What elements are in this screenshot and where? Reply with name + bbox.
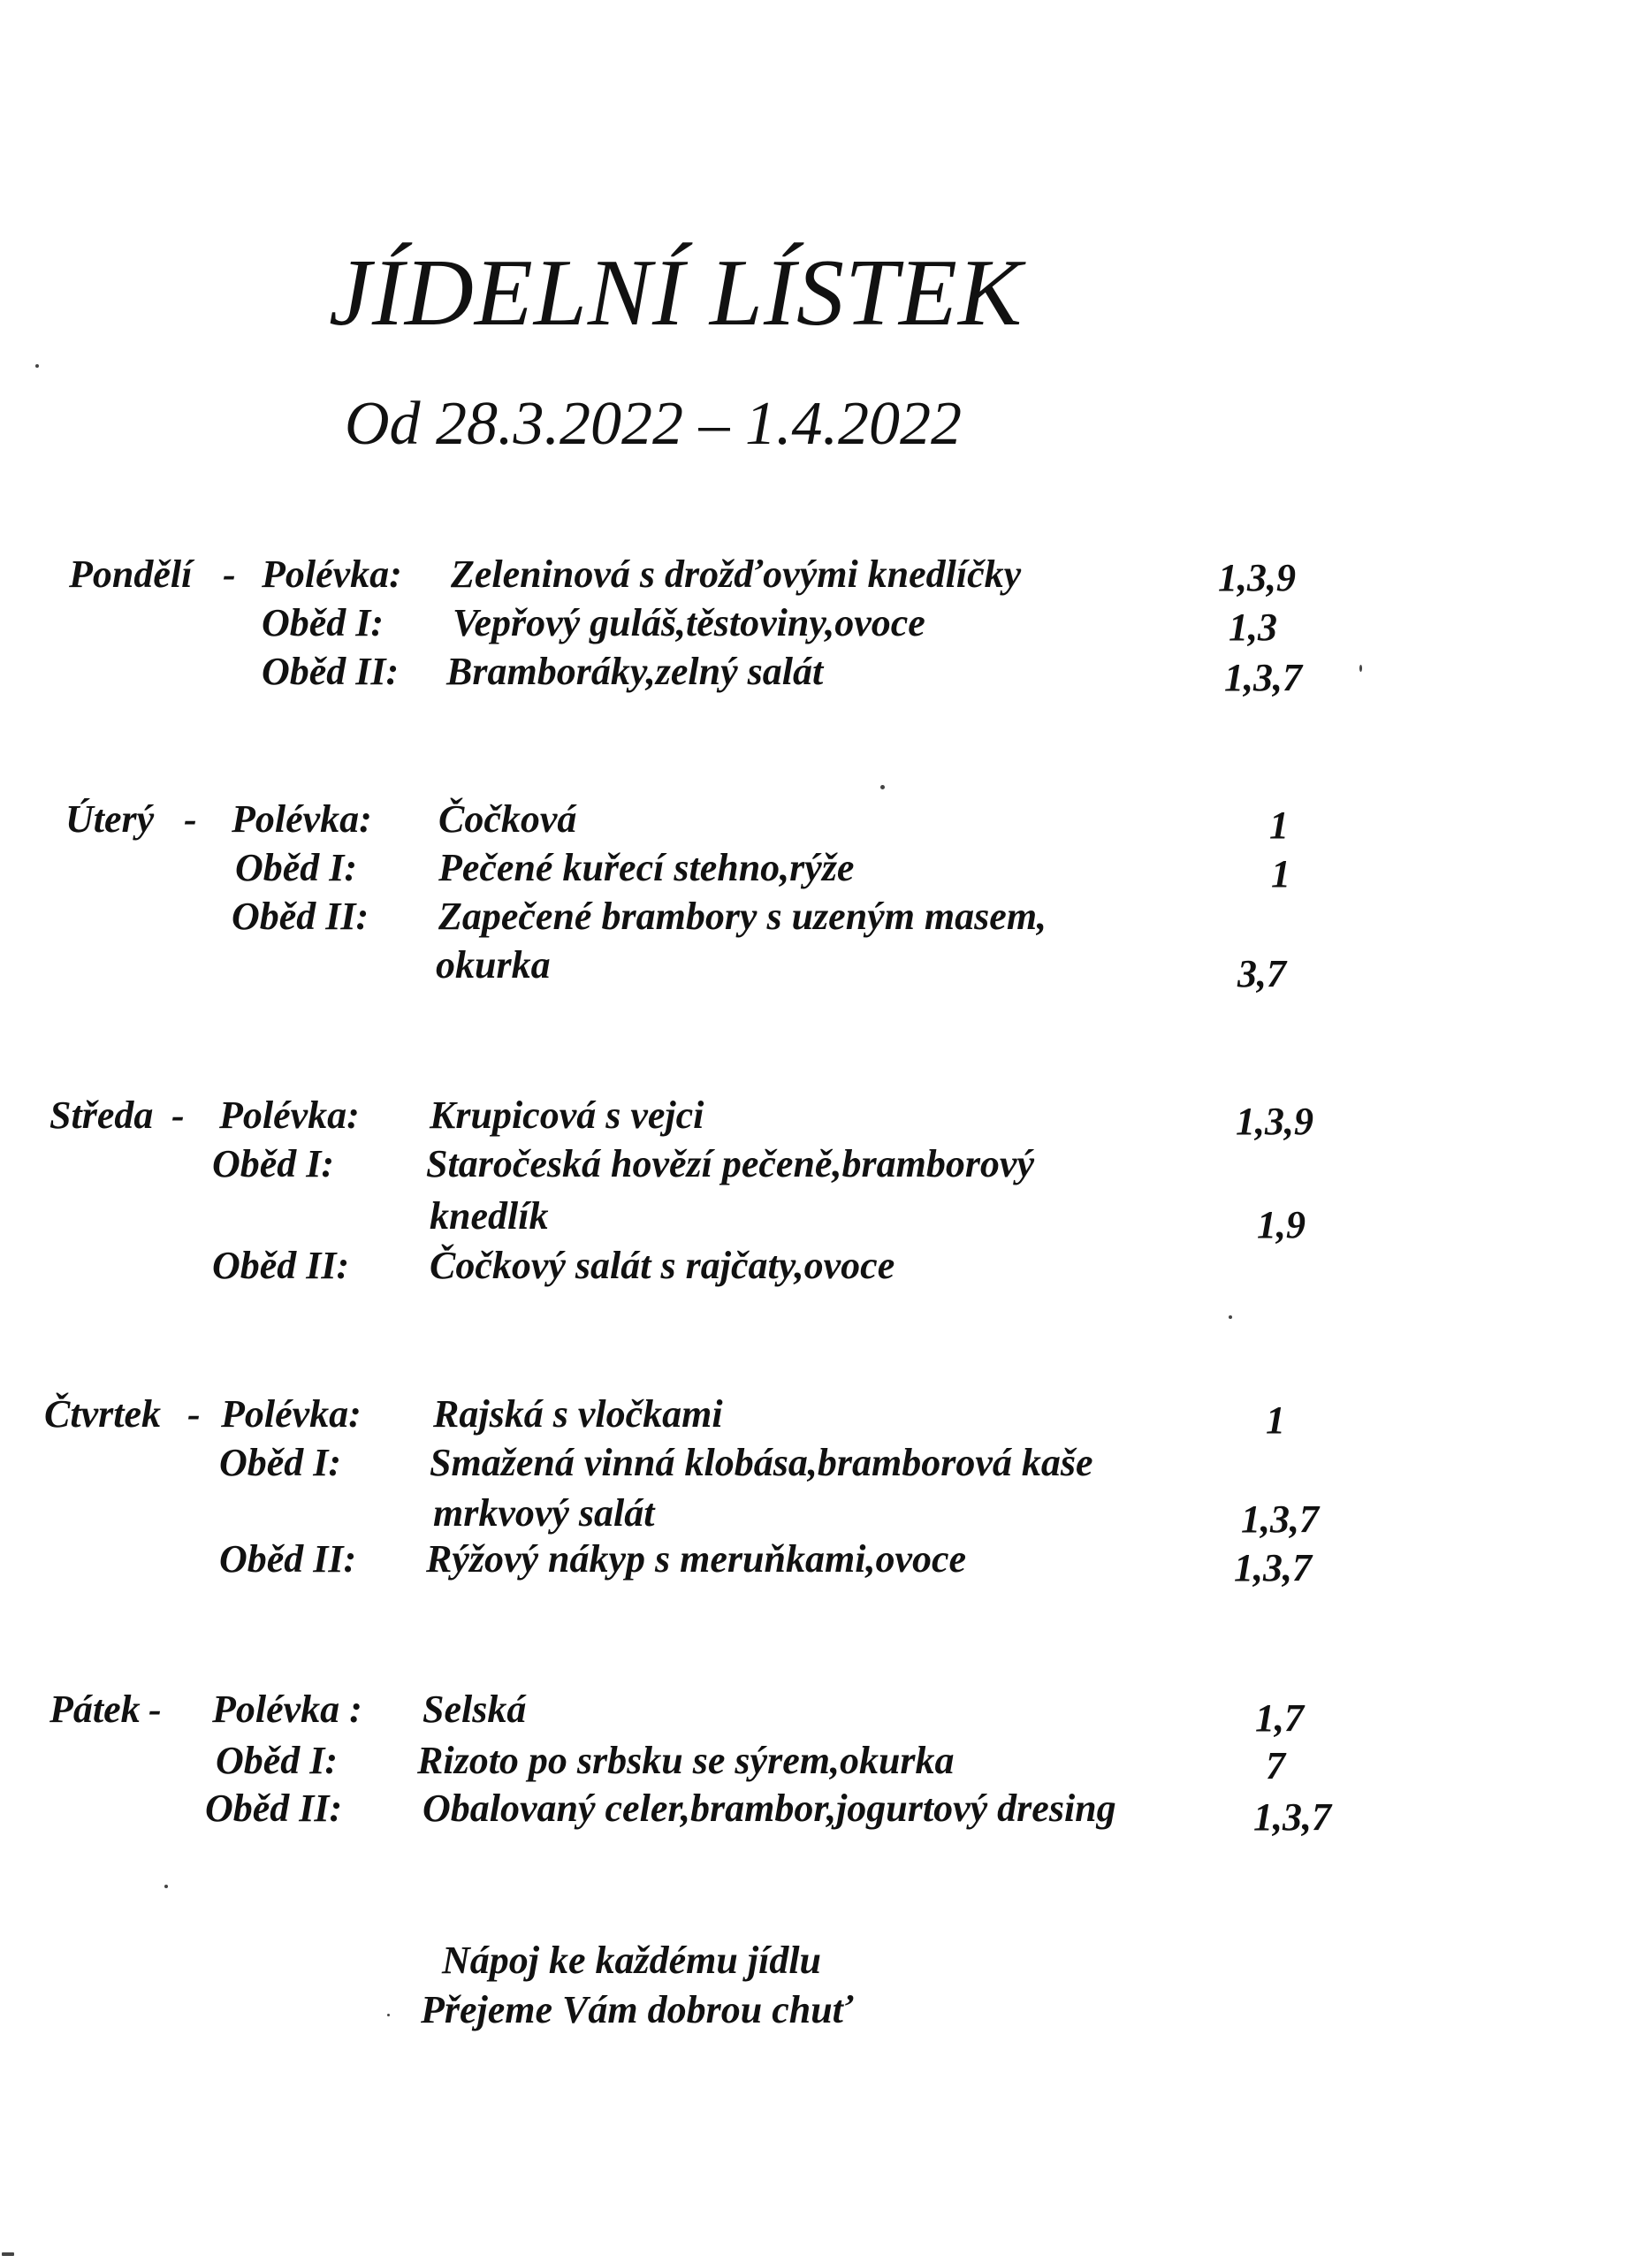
day-dash: -: [148, 1688, 162, 1731]
dish-name: Pečené kuřecí stehno,rýže: [438, 846, 855, 889]
dish-name-continued: okurka: [436, 943, 551, 987]
course-label: Polévka :: [212, 1688, 362, 1731]
dish-name: Čočkový salát s rajčaty,ovoce: [430, 1244, 895, 1287]
dish-name-continued: mrkvový salát: [433, 1491, 655, 1535]
day-dash: -: [184, 797, 197, 841]
dish-name: Smažená vinná klobása,bramborová kaše: [430, 1441, 1093, 1484]
dish-name: Rýžový nákyp s meruňkami,ovoce: [426, 1537, 967, 1581]
allergen-codes: 7: [1266, 1744, 1285, 1787]
dish-name: Zeleninová s drožďovými knedlíčky: [451, 552, 1022, 596]
allergen-codes: 3,7: [1237, 952, 1286, 995]
allergen-codes: 1,3: [1229, 606, 1277, 649]
dish-name: Bramboráky,zelný salát: [446, 650, 824, 693]
course-label: Polévka:: [262, 552, 402, 596]
day-name: Pondělí: [69, 552, 193, 596]
allergen-codes: 1,3,7: [1253, 1795, 1331, 1839]
scan-speck: [35, 364, 39, 368]
footer-drink-note: Nápoj ke každému jídlu: [442, 1939, 822, 1982]
day-name: Čtvrtek: [44, 1392, 161, 1436]
course-label: Oběd II:: [212, 1244, 350, 1287]
course-label: Oběd II:: [219, 1537, 357, 1581]
scan-speck: [1229, 1315, 1232, 1319]
dish-name: Zapečené brambory s uzeným masem,: [438, 895, 1047, 938]
page-title: JÍDELNÍ LÍSTEK: [329, 240, 1024, 346]
dish-name: Krupicová s vejci: [430, 1093, 704, 1137]
allergen-codes: 1: [1269, 804, 1289, 847]
date-range: Od 28.3.2022 – 1.4.2022: [345, 390, 963, 458]
scan-speck: [1359, 665, 1362, 672]
course-label: Oběd II:: [232, 895, 369, 938]
scan-speck: [880, 785, 885, 789]
allergen-codes: 1,3,9: [1236, 1100, 1313, 1143]
dish-name: Rajská s vločkami: [433, 1392, 723, 1436]
day-name: Středa: [49, 1093, 154, 1137]
day-dash: -: [171, 1093, 185, 1137]
course-label: Oběd I:: [219, 1441, 342, 1484]
dish-name: Obalovaný celer,brambor,jogurtový dresing: [423, 1787, 1116, 1830]
course-label: Oběd I:: [216, 1739, 339, 1782]
allergen-codes: 1,3,9: [1218, 556, 1296, 599]
day-dash: -: [187, 1392, 201, 1436]
scan-speck: [2, 2252, 14, 2256]
allergen-codes: 1: [1271, 852, 1290, 895]
allergen-codes: 1,7: [1255, 1696, 1304, 1740]
dish-name-continued: knedlík: [430, 1194, 549, 1238]
allergen-codes: 1,3,7: [1234, 1546, 1312, 1589]
scan-speck: [164, 1885, 168, 1888]
scan-speck: [387, 2014, 390, 2016]
dish-name: Čočková: [438, 797, 577, 841]
allergen-codes: 1,3,7: [1224, 656, 1302, 699]
allergen-codes: 1: [1266, 1398, 1285, 1442]
course-label: Oběd I:: [212, 1142, 335, 1185]
dish-name: Staročeská hovězí pečeně,bramborový: [426, 1142, 1034, 1185]
footer-wishes: Přejeme Vám dobrou chuť: [421, 1988, 854, 2031]
course-label: Oběd I:: [262, 601, 384, 644]
course-label: Oběd II:: [205, 1787, 343, 1830]
dish-name: Rizoto po srbsku se sýrem,okurka: [417, 1739, 955, 1782]
day-name: Pátek: [49, 1688, 141, 1731]
allergen-codes: 1,3,7: [1241, 1497, 1319, 1541]
dish-name: Vepřový guláš,těstoviny,ovoce: [453, 601, 925, 644]
course-label: Polévka:: [221, 1392, 362, 1436]
course-label: Oběd I:: [235, 846, 358, 889]
dish-name: Selská: [423, 1688, 527, 1731]
course-label: Polévka:: [219, 1093, 360, 1137]
course-label: Oběd II:: [262, 650, 400, 693]
allergen-codes: 1,9: [1257, 1203, 1306, 1246]
course-label: Polévka:: [232, 797, 372, 841]
day-dash: -: [223, 552, 236, 596]
day-name: Úterý: [65, 797, 155, 841]
